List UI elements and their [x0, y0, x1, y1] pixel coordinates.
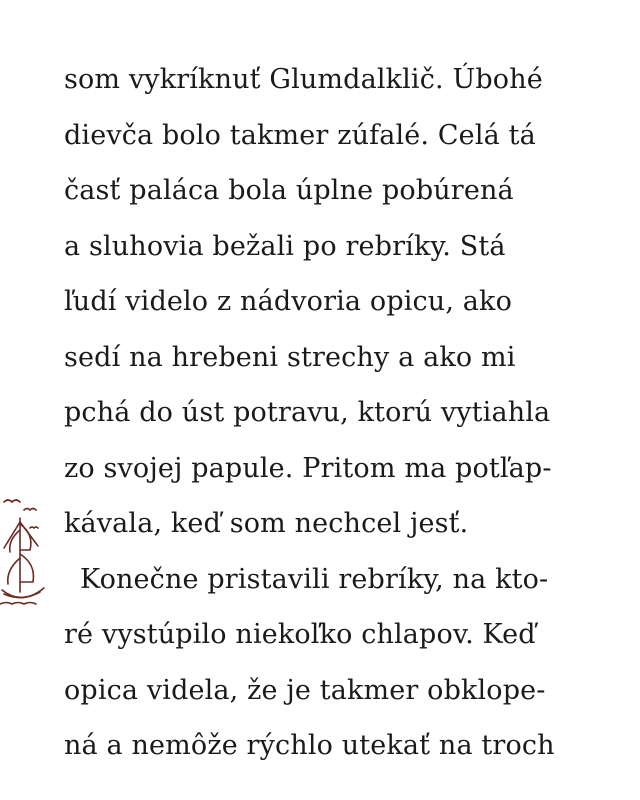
- text-line: Konečne pristavili rebríky, na kto-: [80, 563, 549, 595]
- text-line: sedí na hrebeni strechy a ako mi: [64, 341, 516, 373]
- text-line: časť paláca bola úplne pobúrená: [64, 175, 514, 206]
- text-line: zo svojej papule. Pritom ma potľap-: [64, 452, 552, 484]
- text-line: opica videla, že je takmer obklope-: [64, 674, 546, 706]
- text-line: a sluhovia bežali po rebríky. Stá: [64, 230, 506, 262]
- ship-sketch-icon: [0, 488, 48, 608]
- text-line: dievča bolo takmer zúfalé. Celá tá: [64, 119, 536, 151]
- text-line: ná a nemôže rýchlo utekať na troch: [64, 730, 555, 761]
- text-line: kávala, keď som nechcel jesť.: [64, 508, 469, 539]
- text-line: ľudí videlo z nádvoria opicu, ako: [64, 286, 512, 317]
- body-text: [64, 52, 624, 774]
- text-line: som vykríknuť Glumdalklič. Úbohé: [64, 64, 543, 95]
- text-line: pchá do úst potravu, ktorú vytiahla: [64, 397, 551, 428]
- text-line: ré vystúpilo niekoľko chlapov. Keď: [64, 619, 536, 650]
